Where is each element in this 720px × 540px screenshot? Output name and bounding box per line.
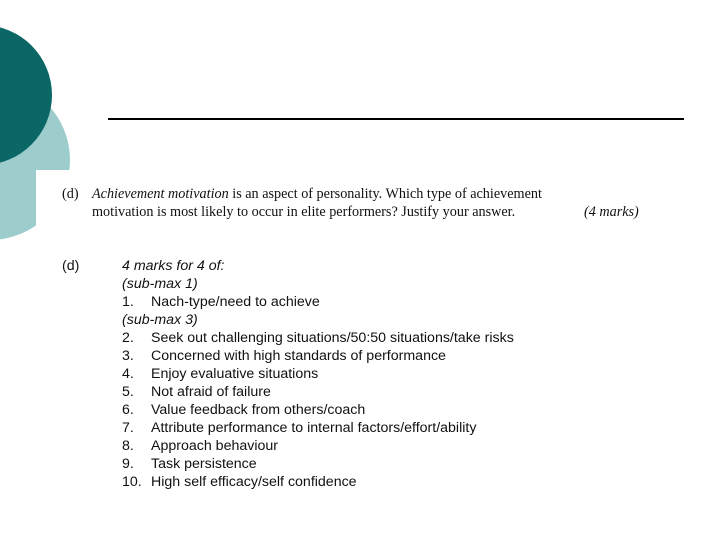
list-item	[122, 437, 642, 455]
list-item	[122, 329, 642, 347]
item-number: 7.	[122, 420, 134, 436]
item-text: High self efficacy/self confidence	[151, 474, 357, 490]
list-item	[122, 293, 642, 311]
question-line-2: motivation is most likely to occur in elite performers? Justify your answer.	[92, 204, 516, 220]
item-number: 6.	[122, 402, 134, 418]
item-number: 4.	[122, 366, 134, 382]
answer-body	[122, 257, 642, 491]
item-text: Nach-type/need to achieve	[151, 294, 320, 310]
answer-header: 4 marks for 4 of:	[122, 258, 225, 274]
item-text: Enjoy evaluative situations	[151, 366, 319, 382]
list-item	[122, 365, 642, 383]
list-item	[122, 455, 642, 473]
list-item	[122, 419, 642, 437]
item-text: Approach behaviour	[151, 438, 278, 454]
question-marks: (4 marks)	[584, 204, 639, 220]
item-text: Value feedback from others/coach	[151, 402, 366, 418]
question-label: (d)	[62, 186, 79, 202]
item-text: Concerned with high standards of performance	[151, 348, 446, 364]
item-text: Seek out challenging situations/50:50 situations/take risks	[151, 330, 514, 346]
decorative-circles	[0, 0, 120, 300]
question-line-1	[92, 185, 652, 203]
question-lead-term: Achievement motivation	[92, 186, 229, 202]
item-number: 9.	[122, 456, 134, 472]
item-number: 3.	[122, 348, 134, 364]
title-rule	[108, 118, 684, 120]
list-item	[122, 383, 642, 401]
sub-max-3: (sub-max 3)	[122, 312, 198, 328]
item-text: Not afraid of failure	[151, 384, 271, 400]
item-number: 10.	[122, 474, 142, 490]
list-item	[122, 401, 642, 419]
sub-max-1: (sub-max 1)	[122, 276, 198, 292]
question-line1-rest: is an aspect of personality. Which type of achievement	[228, 186, 542, 202]
item-number: 8.	[122, 438, 134, 454]
answer-label: (d)	[62, 258, 80, 274]
item-number: 2.	[122, 330, 134, 346]
question-text	[92, 185, 652, 221]
list-item	[122, 347, 642, 365]
item-number: 5.	[122, 384, 134, 400]
item-number: 1.	[122, 294, 134, 310]
item-text: Attribute performance to internal factors/effort/ability	[151, 420, 477, 436]
list-item	[122, 473, 642, 491]
item-text: Task persistence	[151, 456, 257, 472]
